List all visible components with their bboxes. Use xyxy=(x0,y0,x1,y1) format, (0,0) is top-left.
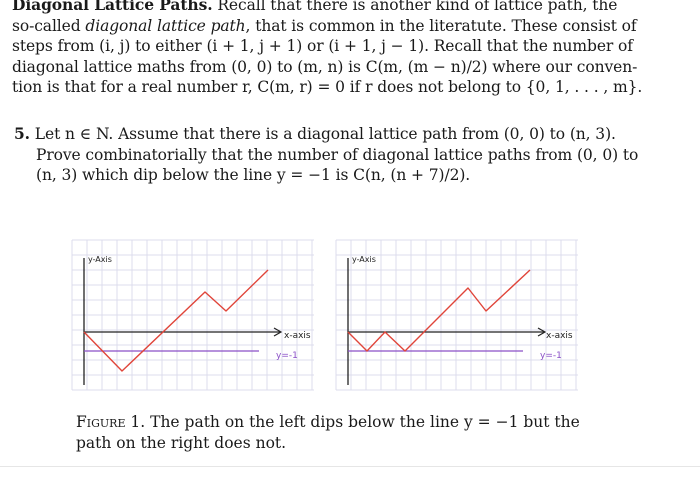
caption-label: Figure 1. xyxy=(76,413,146,431)
intro-emphasis: diagonal lattice path xyxy=(85,16,246,35)
y-axis-label-right: y-Axis xyxy=(352,255,376,264)
x-axis-label-right: x-axis xyxy=(546,331,573,341)
problem-line-2: Prove combinatorially that the number of diagonal lattice paths from (0, 0) to xyxy=(36,145,639,164)
x-axis-label-left: x-axis xyxy=(284,331,311,341)
intro-line-3: steps from (i, j) to either (i + 1, j + 1) or (i + 1, j − 1). Recall that the number of xyxy=(12,37,633,55)
problem-line-3: (n, 3) which dip below the line y = −1 is C(n, (n + 7)/2). xyxy=(36,166,471,184)
intro-line-1: Recall that there is another kind of lattice path, the xyxy=(212,0,618,14)
intro-line-2b: , that is common in the literatute. These consist of xyxy=(245,16,637,35)
line-label-right: y=-1 xyxy=(540,351,562,361)
y-axis-label-left: y-Axis xyxy=(88,255,112,264)
intro-line-2a: so-called xyxy=(12,16,86,35)
intro-line-4: diagonal lattice maths from (0, 0) to (m, n) is C(m, (m − n)/2) where our conven- xyxy=(12,57,638,76)
bottom-divider xyxy=(0,466,700,467)
line-label-left: y=-1 xyxy=(276,351,298,361)
problem-number: 5. xyxy=(14,124,30,143)
figure-caption xyxy=(76,412,616,454)
lattice-path-right xyxy=(348,270,530,351)
section-title: Diagonal Lattice Paths. xyxy=(12,0,213,14)
intro-line-5: tion is that for a real number r, C(m, r) = 0 if r does not belong to {0, 1, . . . , m}. xyxy=(12,78,643,96)
caption-text: The path on the left dips below the line y = −1 but the path on the right does not. xyxy=(76,413,580,452)
problem-line-1: Let n ∈ N. Assume that there is a diagonal lattice path from (0, 0) to (n, 3). xyxy=(29,125,616,143)
